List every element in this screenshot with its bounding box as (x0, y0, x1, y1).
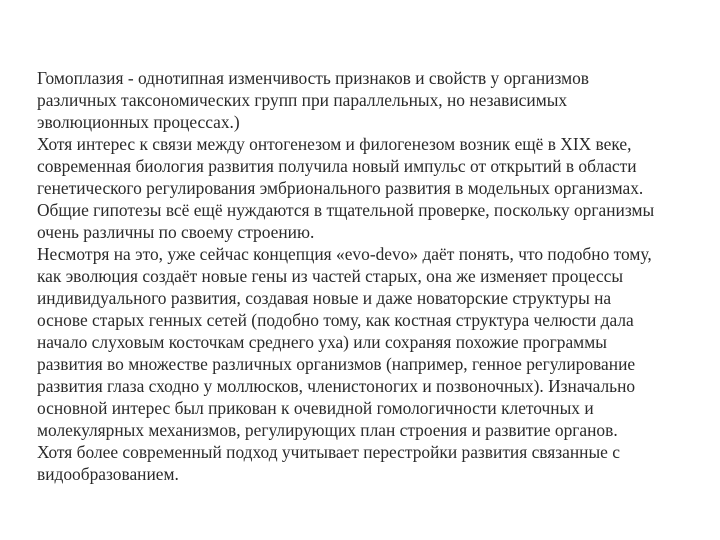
text-line: видообразованием. (37, 464, 179, 484)
text-line: Несмотря на это, уже сейчас концепция «evo-devo» даёт понять, что подобно тому, (37, 244, 652, 264)
text-line: как эволюция создаёт новые гены из частей старых, она же изменяет процессы (37, 266, 624, 286)
text-line: генетического регулирования эмбрионального развития в модельных организмах. (37, 178, 644, 198)
text-line: Общие гипотезы всё ещё нуждаются в тщательной проверке, поскольку организмы (37, 200, 655, 220)
text-line: Гомоплазия - однотипная изменчивость признаков и свойств у организмов (37, 68, 589, 88)
text-line: начало слуховым косточкам среднего уха) или сохраняя похожие программы (37, 332, 607, 352)
text-line: основной интерес был прикован к очевидной гомологичности клеточных и (37, 398, 594, 418)
text-line: молекулярных механизмов, регулирующих план строения и развитие органов. (37, 420, 618, 440)
body-text (37, 67, 697, 485)
text-line: основе старых генных сетей (подобно тому, как костная структура челюсти дала (37, 310, 634, 330)
text-line: развития во множестве различных организмов (например, генное регулирование (37, 354, 636, 374)
text-line: очень различны по своему строению. (37, 222, 315, 242)
text-line: различных таксономических групп при параллельных, но независимых (37, 90, 568, 110)
text-line: эволюционных процессах.) (37, 112, 240, 132)
text-line: развития глаза сходно у моллюсков, членистоногих и позвоночных). Изначально (37, 376, 636, 396)
text-line: индивидуального развития, создавая новые и даже новаторские структуры на (37, 288, 612, 308)
text-line: Хотя интерес к связи между онтогенезом и филогенезом возник ещё в XIX веке, (37, 134, 632, 154)
text-line: современная биология развития получила новый импульс от открытий в области (37, 156, 637, 176)
text-line: Хотя более современный подход учитывает перестройки развития связанные с (37, 442, 620, 462)
